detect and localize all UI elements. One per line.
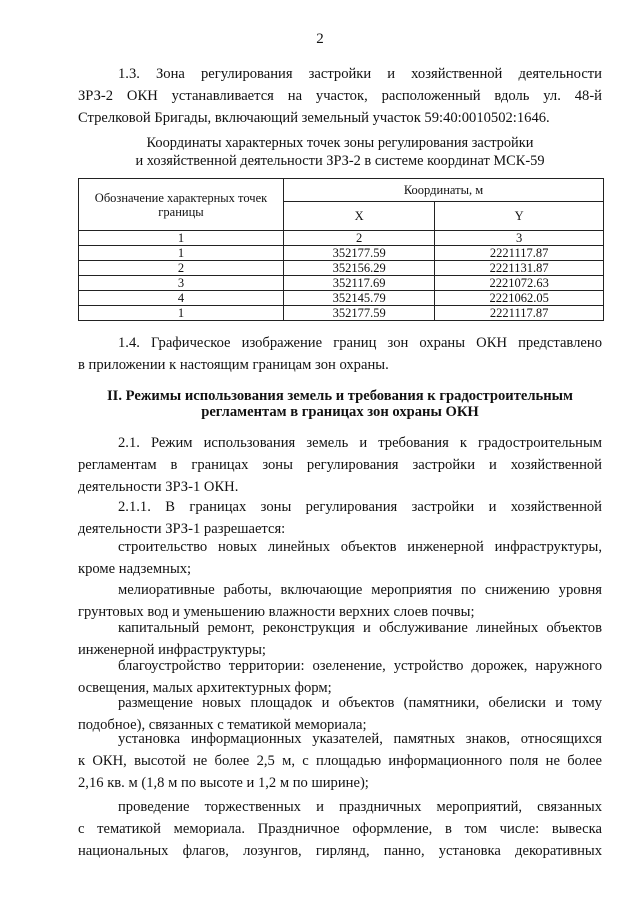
column-header-x: X (284, 202, 435, 231)
paragraph-line: регламентам в границах зоны регулирования застройки и хозяйственной (78, 457, 602, 473)
paragraph-line: кроме надземных; (78, 561, 192, 577)
column-header-points: Обозначение характерных точек границы (79, 179, 284, 231)
paragraph-line: с тематикой мемориала. Праздничное оформление, в том числе: вывеска (78, 821, 602, 837)
paragraph-line: проведение торжественных и праздничных мероприятий, связанных (118, 799, 602, 815)
paragraph-line: подобное), связанных с тематикой мемориала; (78, 717, 367, 733)
table-cell: 352177.59 (284, 306, 435, 321)
list-item (78, 796, 602, 862)
table-cell: 2221117.87 (435, 306, 604, 321)
list-item (78, 536, 602, 580)
paragraph-line: инженерной инфраструктуры; (78, 642, 266, 658)
table-cell: 2 (284, 231, 435, 246)
paragraph-1-3 (78, 63, 602, 129)
table-cell: 2221072.63 (435, 276, 604, 291)
table-cell: 352177.59 (284, 246, 435, 261)
paragraph-line: капитальный ремонт, реконструкция и обслуживание линейных объектов (118, 620, 602, 636)
paragraph-line: в приложении к настоящим границам зон охраны. (78, 357, 389, 373)
table-cell: 2221062.05 (435, 291, 604, 306)
table-cell: 1 (79, 246, 284, 261)
paragraph-line: деятельности ЗРЗ-1 ОКН. (78, 479, 239, 495)
table-cell: 4 (79, 291, 284, 306)
paragraph-2-1-1 (78, 496, 602, 540)
section-heading-line: регламентам в границах зон охраны ОКН (201, 404, 479, 420)
table-row (79, 291, 604, 306)
paragraph-1-4 (78, 332, 602, 376)
table-cell: 2221131.87 (435, 261, 604, 276)
table-title-line: и хозяйственной деятельности ЗРЗ-2 в системе координат МСК-59 (135, 153, 545, 169)
coordinates-table (78, 178, 604, 321)
paragraph-line: 2.1.1. В границах зоны регулирования застройки и хозяйственной (118, 499, 602, 515)
table-row (79, 261, 604, 276)
paragraph-line: строительство новых линейных объектов инженерной инфраструктуры, (118, 539, 602, 555)
paragraph-line: 2,16 кв. м (1,8 м по высоте и 1,2 м по ширине); (78, 775, 369, 791)
column-header-y: Y (435, 202, 604, 231)
section-heading-line: II. Режимы использования земель и требования к градостроительным (107, 388, 573, 404)
section-heading (78, 388, 602, 420)
page-number: 2 (316, 31, 324, 47)
table-row (79, 231, 604, 246)
paragraph-line: к ОКН, высотой не более 2,5 м, с площадью информационного поля не более (78, 753, 602, 769)
table-cell: 352145.79 (284, 291, 435, 306)
paragraph-line: деятельности ЗРЗ-1 разрешается: (78, 521, 286, 537)
table-cell: 352117.69 (284, 276, 435, 291)
table-row (79, 246, 604, 261)
paragraph-line: установка информационных указателей, памятных знаков, относящихся (118, 731, 602, 747)
paragraph-line: грунтовых вод и уменьшению влажности верхних слоев почвы; (78, 604, 475, 620)
paragraph-line: мелиоративные работы, включающие мероприятия по снижению уровня (118, 582, 602, 598)
paragraph-line: Стрелковой Бригады, включающий земельный участок 59:40:0010502:1646. (78, 110, 550, 126)
paragraph-line: 2.1. Режим использования земель и требования к градостроительным (118, 435, 602, 451)
paragraph-line: благоустройство территории: озеленение, устройство дорожек, наружного (118, 658, 602, 674)
paragraph-line: освещения, малых архитектурных форм; (78, 680, 332, 696)
paragraph-line: 1.4. Графическое изображение границ зон охраны ОКН представлено (118, 335, 602, 351)
table-cell: 3 (435, 231, 604, 246)
table-title (78, 134, 602, 170)
column-header-coordinates: Координаты, м (284, 179, 604, 202)
list-item (78, 728, 602, 794)
table-cell: 3 (79, 276, 284, 291)
paragraph-line: ЗРЗ-2 ОКН устанавливается на участок, расположенный вдоль ул. 48-й (78, 88, 602, 104)
table-cell: 1 (79, 306, 284, 321)
table-cell: 352156.29 (284, 261, 435, 276)
table-cell: 2 (79, 261, 284, 276)
table-row (79, 306, 604, 321)
table-cell: 2221117.87 (435, 246, 604, 261)
table-row (79, 276, 604, 291)
paragraph-line: размещение новых площадок и объектов (памятники, обелиски и тому (118, 695, 602, 711)
table-title-line: Координаты характерных точек зоны регулирования застройки (146, 135, 534, 151)
paragraph-2-1 (78, 432, 602, 498)
paragraph-line: 1.3. Зона регулирования застройки и хозяйственной деятельности (118, 66, 602, 82)
paragraph-line: национальных флагов, лозунгов, гирлянд, панно, установка декоративных (78, 843, 602, 859)
table-cell: 1 (79, 231, 284, 246)
